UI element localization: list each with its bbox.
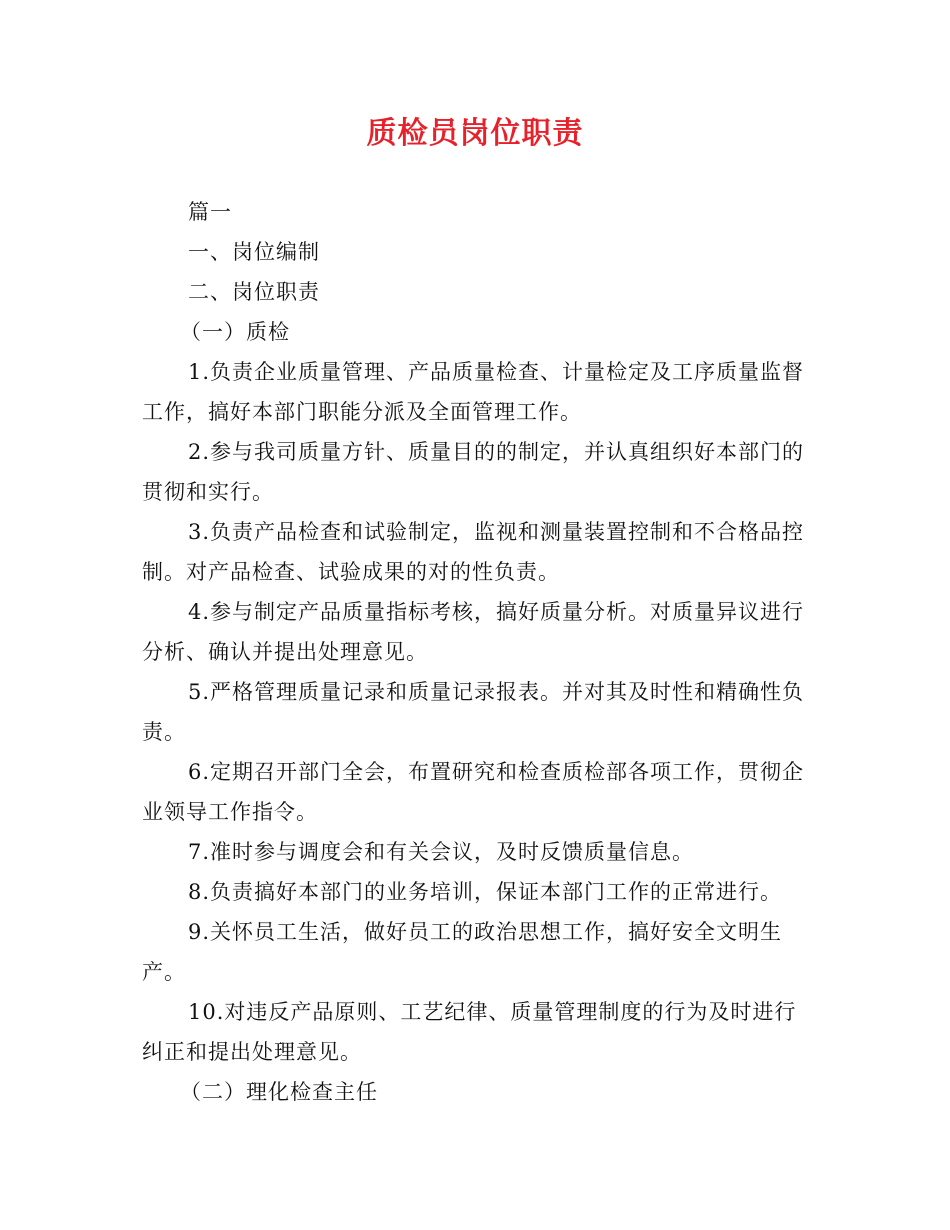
paragraph-item-8: 8.负责搞好本部门的业务培训，保证本部门工作的正常进行。 — [188, 880, 783, 904]
paragraph-item-1: 1.负责企业质量管理、产品质量检查、计量检定及工序质量监督工作，搞好本部门职能分派及全面管理工作。 — [142, 360, 805, 424]
paragraph-item-3: 3.负责产品检查和试验制定，监视和测量装置控制和不合格品控制。对产品检查、试验成果的对的性负责。 — [142, 520, 805, 584]
paragraph-subheading-qc: （一）质检 — [180, 320, 290, 344]
paragraph-heading-staffing: 一、岗位编制 — [188, 240, 320, 264]
paragraph-item-2: 2.参与我司质量方针、质量目的的制定，并认真组织好本部门的贯彻和实行。 — [142, 440, 805, 504]
document-body — [142, 192, 807, 1112]
paragraph-item-10: 10.对违反产品原则、工艺纪律、质量管理制度的行为及时进行纠正和提出处理意见。 — [142, 1000, 797, 1064]
paragraph-item-4: 4.参与制定产品质量指标考核，搞好质量分析。对质量异议进行分析、确认并提出处理意见。 — [142, 600, 805, 664]
paragraph-item-5: 5.严格管理质量记录和质量记录报表。并对其及时性和精确性负责。 — [142, 680, 805, 744]
paragraph-item-7: 7.准时参与调度会和有关会议，及时反馈质量信息。 — [188, 840, 695, 864]
document-title: 质检员岗位职责 — [366, 116, 584, 151]
paragraph-item-6: 6.定期召开部门全会，布置研究和检查质检部各项工作，贯彻企业领导工作指令。 — [142, 760, 805, 824]
paragraph-heading-duties: 二、岗位职责 — [188, 280, 320, 304]
paragraph-section-label: 篇一 — [188, 200, 232, 224]
paragraph-subheading-lab: （二）理化检查主任 — [180, 1080, 378, 1104]
paragraph-item-9: 9.关怀员工生活，做好员工的政治思想工作，搞好安全文明生产。 — [142, 920, 783, 984]
